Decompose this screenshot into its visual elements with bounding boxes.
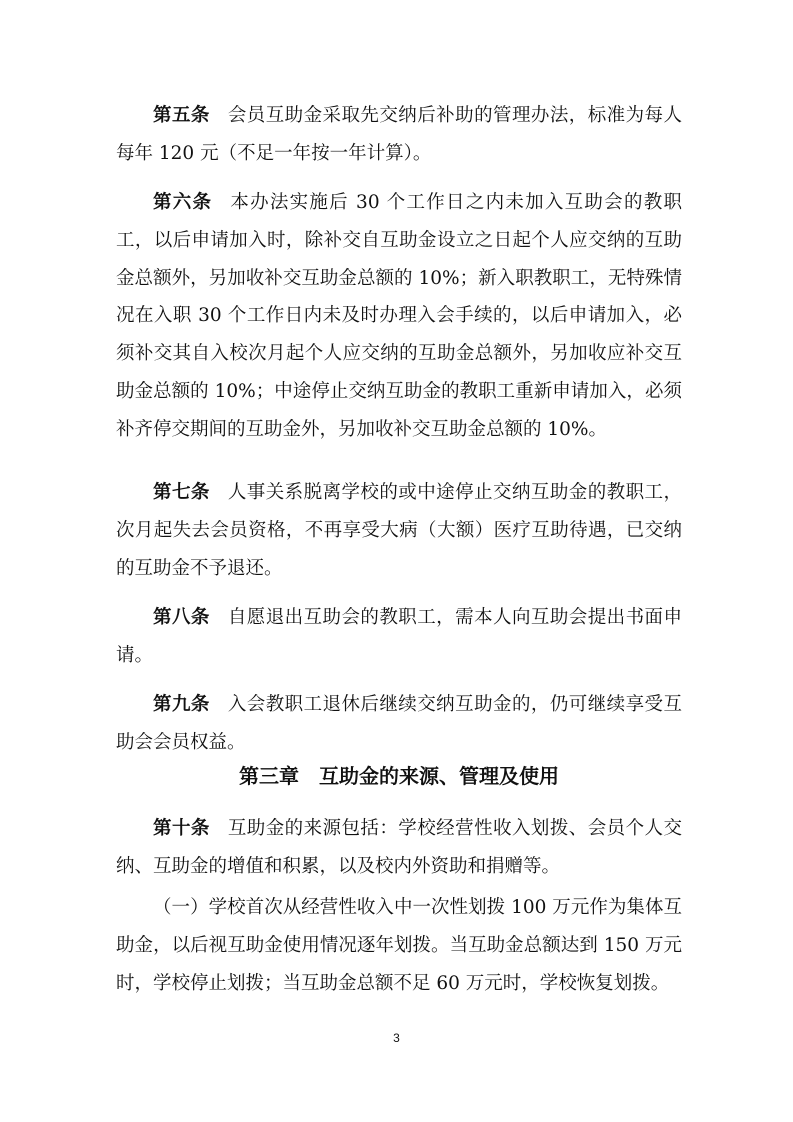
article-6-text: 本办法实施后 30 个工作日之内未加入互助会的教职工，以后申请加入时，除补交自互助金设立之日起个人应交纳的互助金总额外，另加收补交互助金总额的 10%；新入职教职工，无特殊情况在入职 30 个工作日内未及时办理入会手续的，以后申请加入，必须补交其自入校次月起个人应交纳的互助金总额外，另加收应补交互助金总额的 10%；中途停止交纳互助金的教职工重新申请加入，必须补齐停交期间的互助金外，另加收补交互助金总额的 10%。 [116,192,682,440]
article-7-text: 人事关系脱离学校的或中途停止交纳互助金的教职工，次月起失去会员资格，不再享受大病（大额）医疗互助待遇，已交纳的互助金不予退还。 [116,482,682,579]
page-number: 3 [393,1031,400,1045]
article-5-text: 会员互助金采取先交纳后补助的管理办法，标准为每人每年 120 元（不足一年按一年计算）。 [116,105,682,164]
clause-1: （一）学校首次从经营性收入中一次性划拨 100 万元作为集体互助金，以后视互助金使用情况逐年划拨。当互助金总额达到 150 万元时，学校停止划拨；当互助金总额不足 60 万元时，学校恢复划拨。 [116,897,682,994]
article-7 [116,474,682,587]
article-10 [116,810,682,886]
article-5 [116,97,682,173]
article-8-label: 第八条 [153,607,210,628]
article-10-label: 第十条 [153,818,210,839]
article-9-label: 第九条 [153,694,210,715]
article-9-text: 入会教职工退休后继续交纳互助金的，仍可继续享受互助会会员权益。 [116,694,682,753]
article-10-text: 互助金的来源包括：学校经营性收入划拨、会员个人交纳、互助金的增值和积累，以及校内外资助和捐赠等。 [116,818,682,877]
article-8 [116,599,682,675]
chapter-title: 第三章 互助金的来源、管理及使用 [239,764,559,788]
article-5-label: 第五条 [153,105,210,126]
article-7-label: 第七条 [153,482,210,503]
article-6-label: 第六条 [153,192,213,213]
article-6 [116,184,682,449]
article-8-text: 自愿退出互助会的教职工，需本人向互助会提出书面申请。 [116,607,682,666]
article-9 [116,686,682,762]
